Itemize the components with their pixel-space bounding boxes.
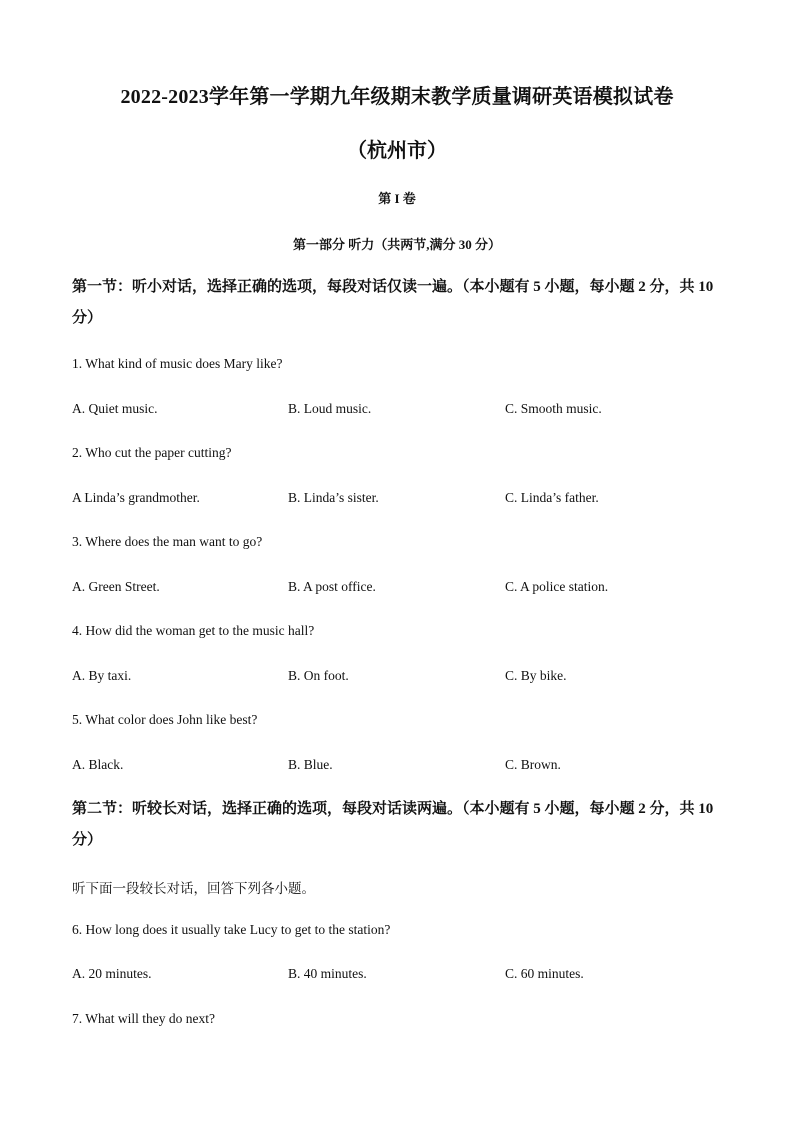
q3-option-b: B. A post office. xyxy=(288,579,376,594)
q1-option-c: C. Smooth music. xyxy=(505,401,602,416)
question-6: 6. How long does it usually take Lucy to get to the station? xyxy=(72,922,391,937)
q4-option-c: C. By bike. xyxy=(505,668,567,683)
volume-label: 第 I 卷 xyxy=(378,191,416,206)
section2-instruction: 第二节：听较长对话，选择正确的选项，每段对话读两遍。（本小题有 5 小题，每小题 2 分，共 10 分） xyxy=(72,801,714,848)
q1-option-a: A. Quiet music. xyxy=(72,401,158,416)
exam-title: 2022-2023学年第一学期九年级期末教学质量调研英语模拟试卷 xyxy=(120,86,674,108)
q3-option-c: C. A police station. xyxy=(505,579,609,594)
part-heading: 第一部分 听力（共两节,满分 30 分） xyxy=(292,237,501,252)
q2-option-a: A Linda’s grandmother. xyxy=(72,490,200,505)
exam-city: （杭州市） xyxy=(347,140,447,162)
q2-option-b: B. Linda’s sister. xyxy=(288,490,379,505)
question-5: 5. What color does John like best? xyxy=(72,712,258,727)
question-3: 3. Where does the man want to go? xyxy=(72,534,263,549)
q4-option-a: A. By taxi. xyxy=(72,668,132,683)
question-2: 2. Who cut the paper cutting? xyxy=(72,445,232,460)
q1-option-b: B. Loud music. xyxy=(288,401,372,416)
q2-option-c: C. Linda’s father. xyxy=(505,490,599,505)
q4-option-b: B. On foot. xyxy=(288,668,349,683)
section1-instruction: 第一节：听小对话，选择正确的选项，每段对话仅读一遍。（本小题有 5 小题，每小题 2 分，共 10 分） xyxy=(72,279,714,326)
q5-option-b: B. Blue. xyxy=(288,757,333,772)
q5-option-a: A. Black. xyxy=(72,757,124,772)
q6-option-b: B. 40 minutes. xyxy=(288,966,367,981)
q5-option-c: C. Brown. xyxy=(505,757,561,772)
question-4: 4. How did the woman get to the music hall? xyxy=(72,623,315,638)
q6-option-a: A. 20 minutes. xyxy=(72,966,152,981)
question-7: 7. What will they do next? xyxy=(72,1011,215,1026)
section2-note: 听下面一段较长对话，回答下列各小题。 xyxy=(72,881,315,896)
question-1: 1. What kind of music does Mary like? xyxy=(72,356,283,371)
q6-option-c: C. 60 minutes. xyxy=(505,966,584,981)
q3-option-a: A. Green Street. xyxy=(72,579,160,594)
